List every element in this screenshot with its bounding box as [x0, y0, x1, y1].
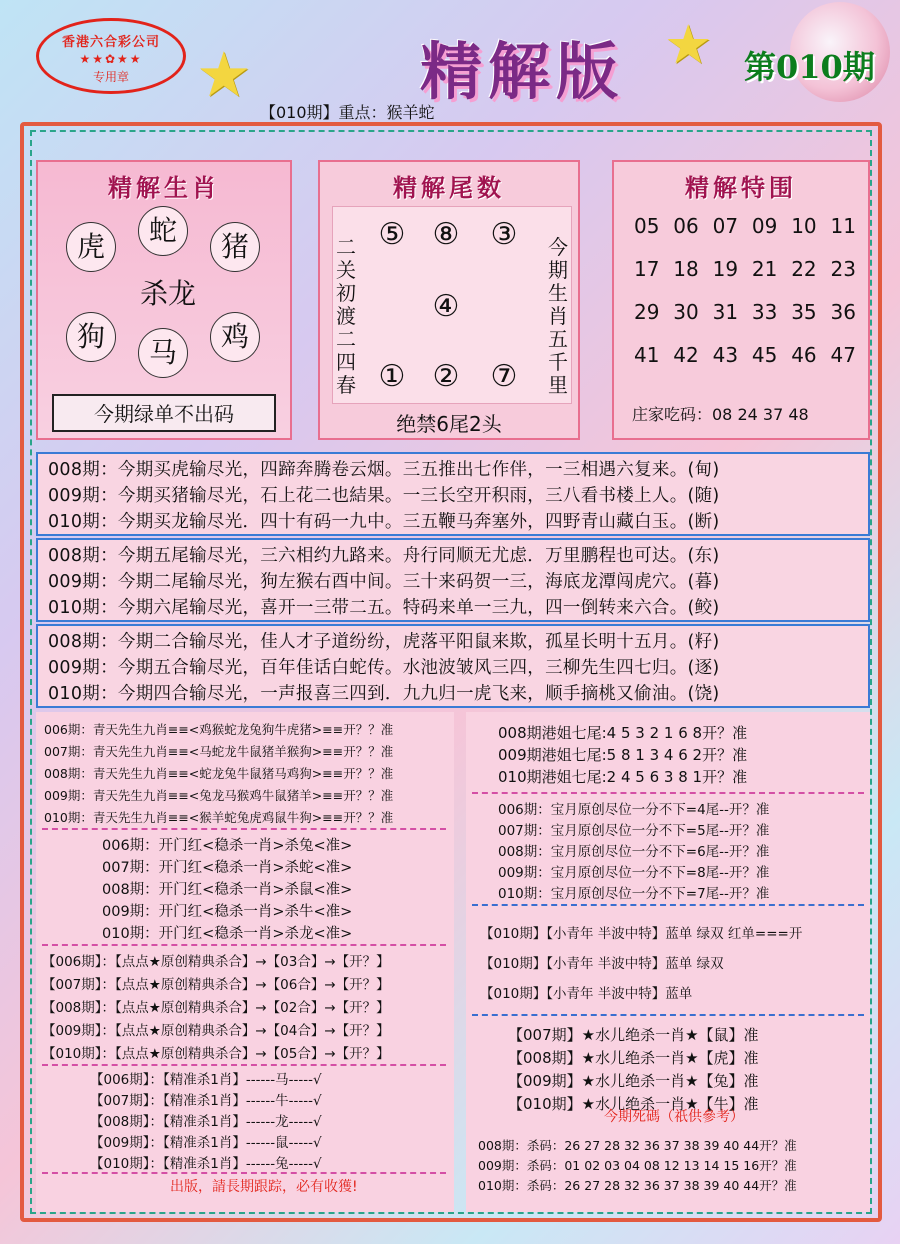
wave-line: 【010期】【小青年 半波中特】蓝单 绿双 红单===开: [480, 926, 803, 942]
kill-combo-line: 【010期】：【点点★原创精典杀合】→【05合】→【开？】: [42, 1046, 390, 1062]
stamp-line3: 专用章: [92, 70, 129, 84]
dead-code-title: 今期死碼（祇供參考）: [604, 1109, 744, 1125]
sister-tail-line: 010期港姐七尾:2 4 5 6 3 8 1开？准: [498, 768, 748, 786]
lower-right-panel: [466, 712, 870, 1212]
stamp-line2: ★★✿★★: [79, 52, 143, 66]
special-number: 41: [634, 343, 660, 367]
slogan: 出版，請長期跟踪，必有收獲!: [170, 1179, 358, 1195]
special-number: 42: [673, 343, 699, 367]
left-vertical-text: 二 关 初 渡 二 四 春: [336, 235, 356, 397]
precise-kill-line: 【006期】：【精准杀1肖】------马-----√: [90, 1072, 322, 1088]
page-title: 精解版: [420, 35, 625, 108]
kill-combo-line: 【008期】：【点点★原创精典杀合】→【02合】→【开？】: [42, 1000, 390, 1016]
tail-panel-title: 精解尾数: [393, 173, 505, 202]
tail-number: ⑧: [432, 217, 460, 252]
nine-zodiac-line: 007期：青天先生九肖≡≡<马蛇龙牛鼠猪羊猴狗>≡≡开？？准: [44, 744, 394, 759]
zodiac-circle: 猪: [210, 222, 260, 272]
moon-tail-line: 006期：宝月原创尽位一分不下=4尾--开？准: [498, 802, 770, 818]
kill-combo-line: 【007期】：【点点★原创精典杀合】→【06合】→【开？】: [42, 977, 390, 993]
tail-number: ⑤: [378, 217, 406, 252]
poem-line: 008期：今期二合输尽光，佳人才子道纷纷，虎落平阳鼠来欺，孤星长明十五月。(籽): [48, 632, 720, 652]
tail-number: ①: [378, 359, 406, 394]
divider: [42, 1064, 446, 1066]
poem-line: 009期：今期二尾输尽光，狗左猴右酉中间。三十来码贺一三，海底龙潭闯虎穴。(暮): [48, 572, 720, 592]
dead-code-line: 009期：杀码：01 02 03 04 08 12 13 14 15 16开？准: [478, 1158, 797, 1173]
tail-number: ③: [490, 217, 518, 252]
special-number: 33: [751, 300, 778, 324]
zodiac-circle: 马: [138, 328, 188, 378]
special-number: 35: [791, 300, 817, 324]
poem-box-zodiac: [36, 452, 870, 536]
divider: [472, 792, 864, 794]
water-kill-line: 【009期】★水儿绝杀一肖★【兔】准: [508, 1072, 759, 1090]
precise-kill-line: 【009期】：【精准杀1肖】------鼠-----√: [90, 1135, 322, 1151]
sister-tail-line: 009期港姐七尾:5 8 1 3 4 6 2开？准: [498, 746, 748, 764]
poem-line: 010期：今期六尾输尽光，喜开一三带二五。特码来单一三九，四一倒转来六合。(鲛): [48, 598, 720, 618]
special-number: 47: [830, 343, 856, 367]
wave-line: 【010期】【小青年 半波中特】蓝单 绿双: [480, 956, 724, 972]
open-red-line: 010期：开门红<稳杀一肖>杀龙<准>: [102, 926, 353, 942]
special-number: 09: [751, 214, 778, 238]
special-number: 30: [673, 300, 699, 324]
nine-zodiac-line: 010期：青天先生九肖≡≡<猴羊蛇兔虎鸡鼠牛狗>≡≡开？？准: [44, 810, 394, 825]
special-number: 31: [712, 300, 739, 324]
poem-box-combo: [36, 624, 870, 708]
precise-kill-line: 【008期】：【精准杀1肖】------龙-----√: [90, 1114, 322, 1130]
tail-number: ④: [432, 289, 460, 324]
dead-code-line: 010期：杀码：26 27 28 32 36 37 38 39 40 44开？准: [478, 1178, 797, 1193]
divider: [42, 1172, 446, 1174]
zodiac-circle: 蛇: [138, 206, 188, 256]
special-row: [634, 300, 856, 324]
special-number: 05: [634, 214, 660, 238]
lower-left-panel: [36, 712, 454, 1212]
water-kill-line: 【010期】★水儿绝杀一肖★【牛】准: [508, 1095, 759, 1113]
issue-number: 第010期: [744, 48, 875, 86]
special-number: 07: [712, 214, 739, 238]
tail-panel: [318, 160, 580, 440]
poem-line: 009期：今期买猪输尽光，石上花二也結果。一三长空开积雨，三八看书楼上人。(随): [48, 486, 720, 506]
open-red-line: 008期：开门红<稳杀一肖>杀鼠<准>: [102, 882, 353, 898]
zodiac-panel-title: 精解生肖: [108, 173, 220, 202]
open-red-line: 006期：开门红<稳杀一肖>杀兔<准>: [102, 838, 353, 854]
nine-zodiac-line: 009期：青天先生九肖≡≡<兔龙马猴鸡牛鼠猪羊>≡≡开？？准: [44, 788, 394, 803]
star-icon: ★: [196, 38, 252, 111]
poem-line: 009期：今期五合输尽光，百年佳话白蛇传。水池波皱风三四，三柳先生四七归。(逐): [48, 658, 720, 678]
kill-zodiac: 杀龙: [139, 277, 196, 310]
stamp-line1: 香港六合彩公司: [61, 35, 160, 50]
divider: [42, 944, 446, 946]
special-number: 45: [751, 343, 778, 367]
divider: [472, 904, 864, 906]
zodiac-panel: [36, 160, 292, 440]
kill-combo-line: 【009期】：【点点★原创精典杀合】→【04合】→【开？】: [42, 1023, 390, 1039]
poem-line: 010期：今期买龙输尽光．四十有码一九中。三五鞭马奔塞外，四野青山藏白玉。(断): [48, 512, 720, 532]
precise-kill-line: 【010期】：【精准杀1肖】------兔-----√: [90, 1156, 322, 1172]
precise-kill-line: 【007期】：【精准杀1肖】------牛-----√: [90, 1093, 322, 1109]
sister-tail-line: 008期港姐七尾:4 5 3 2 1 6 8开？准: [498, 724, 748, 742]
wave-line: 【010期】【小青年 半波中特】蓝单: [480, 986, 693, 1002]
poem-box-tail: [36, 538, 870, 622]
special-number: 19: [712, 257, 739, 281]
focus-line: 【010期】重点：猴羊蛇: [260, 103, 435, 122]
open-red-line: 007期：开门红<稳杀一肖>杀蛇<准>: [102, 860, 353, 876]
poem-line: 010期：今期四合输尽光，一声报喜三四到．九九归一虎飞来，顺手摘桃又偷油。(饶): [48, 684, 720, 704]
tail-number: ⑦: [490, 359, 518, 394]
nine-zodiac-line: 006期：青天先生九肖≡≡<鸡猴蛇龙兔狗牛虎猪>≡≡开？？准: [44, 722, 394, 737]
moon-tail-line: 010期：宝月原创尽位一分不下=7尾--开？准: [498, 886, 770, 902]
special-row: [634, 214, 856, 238]
water-kill-line: 【007期】★水儿绝杀一肖★【鼠】准: [508, 1026, 759, 1044]
poem-line: 008期：今期买虎输尽光，四蹄奔腾卷云烟。三五推出七作伴，一三相遇六复来。(甸): [48, 460, 720, 480]
company-stamp: [36, 18, 186, 94]
kill-combo-line: 【006期】：【点点★原创精典杀合】→【03合】→【开？】: [42, 954, 390, 970]
special-number: 11: [830, 214, 856, 238]
special-number: 06: [673, 214, 699, 238]
tail-number: ②: [432, 359, 460, 394]
poem-line: 008期：今期五尾输尽光，三六相约九路来。舟行同顺无尤虑．万里鹏程也可达。(东): [48, 546, 720, 566]
special-row: [634, 257, 856, 281]
zodiac-circle: 虎: [66, 222, 116, 272]
star-icon: ★: [664, 13, 713, 76]
special-number: 29: [634, 300, 660, 324]
special-number: 36: [830, 300, 856, 324]
special-number: 18: [673, 257, 699, 281]
open-red-line: 009期：开门红<稳杀一肖>杀牛<准>: [102, 904, 353, 920]
moon-tail-line: 007期：宝月原创尽位一分不下=5尾--开？准: [498, 823, 770, 839]
special-number: 10: [791, 214, 817, 238]
dead-code-line: 008期：杀码：26 27 28 32 36 37 38 39 40 44开？准: [478, 1138, 797, 1153]
special-number: 46: [791, 343, 817, 367]
zodiac-circle: 鸡: [210, 312, 260, 362]
forbid-text: 绝禁6尾2头: [396, 412, 502, 436]
moon-tail-line: 009期：宝月原创尽位一分不下=8尾--开？准: [498, 865, 770, 881]
moon-tail-line: 008期：宝月原创尽位一分不下=6尾--开？准: [498, 844, 770, 860]
special-number: 17: [634, 257, 660, 281]
special-number: 22: [791, 257, 817, 281]
special-row: [634, 343, 856, 367]
special-number: 23: [830, 257, 856, 281]
special-number: 21: [751, 257, 778, 281]
special-panel: [612, 160, 870, 440]
dealer-numbers: 庄家吃码：08 24 37 48: [632, 405, 809, 424]
right-vertical-text: 今 期 生 肖 五 千 里: [548, 235, 568, 397]
special-number: 43: [712, 343, 739, 367]
water-kill-line: 【008期】★水儿绝杀一肖★【虎】准: [508, 1049, 759, 1067]
nine-zodiac-line: 008期：青天先生九肖≡≡<蛇龙兔牛鼠猪马鸡狗>≡≡开？？准: [44, 766, 394, 781]
divider: [472, 1014, 864, 1016]
divider: [42, 828, 446, 830]
zodiac-circle: 狗: [66, 312, 116, 362]
special-panel-title: 精解特围: [685, 173, 797, 202]
zodiac-note: 今期绿单不出码: [52, 394, 276, 432]
